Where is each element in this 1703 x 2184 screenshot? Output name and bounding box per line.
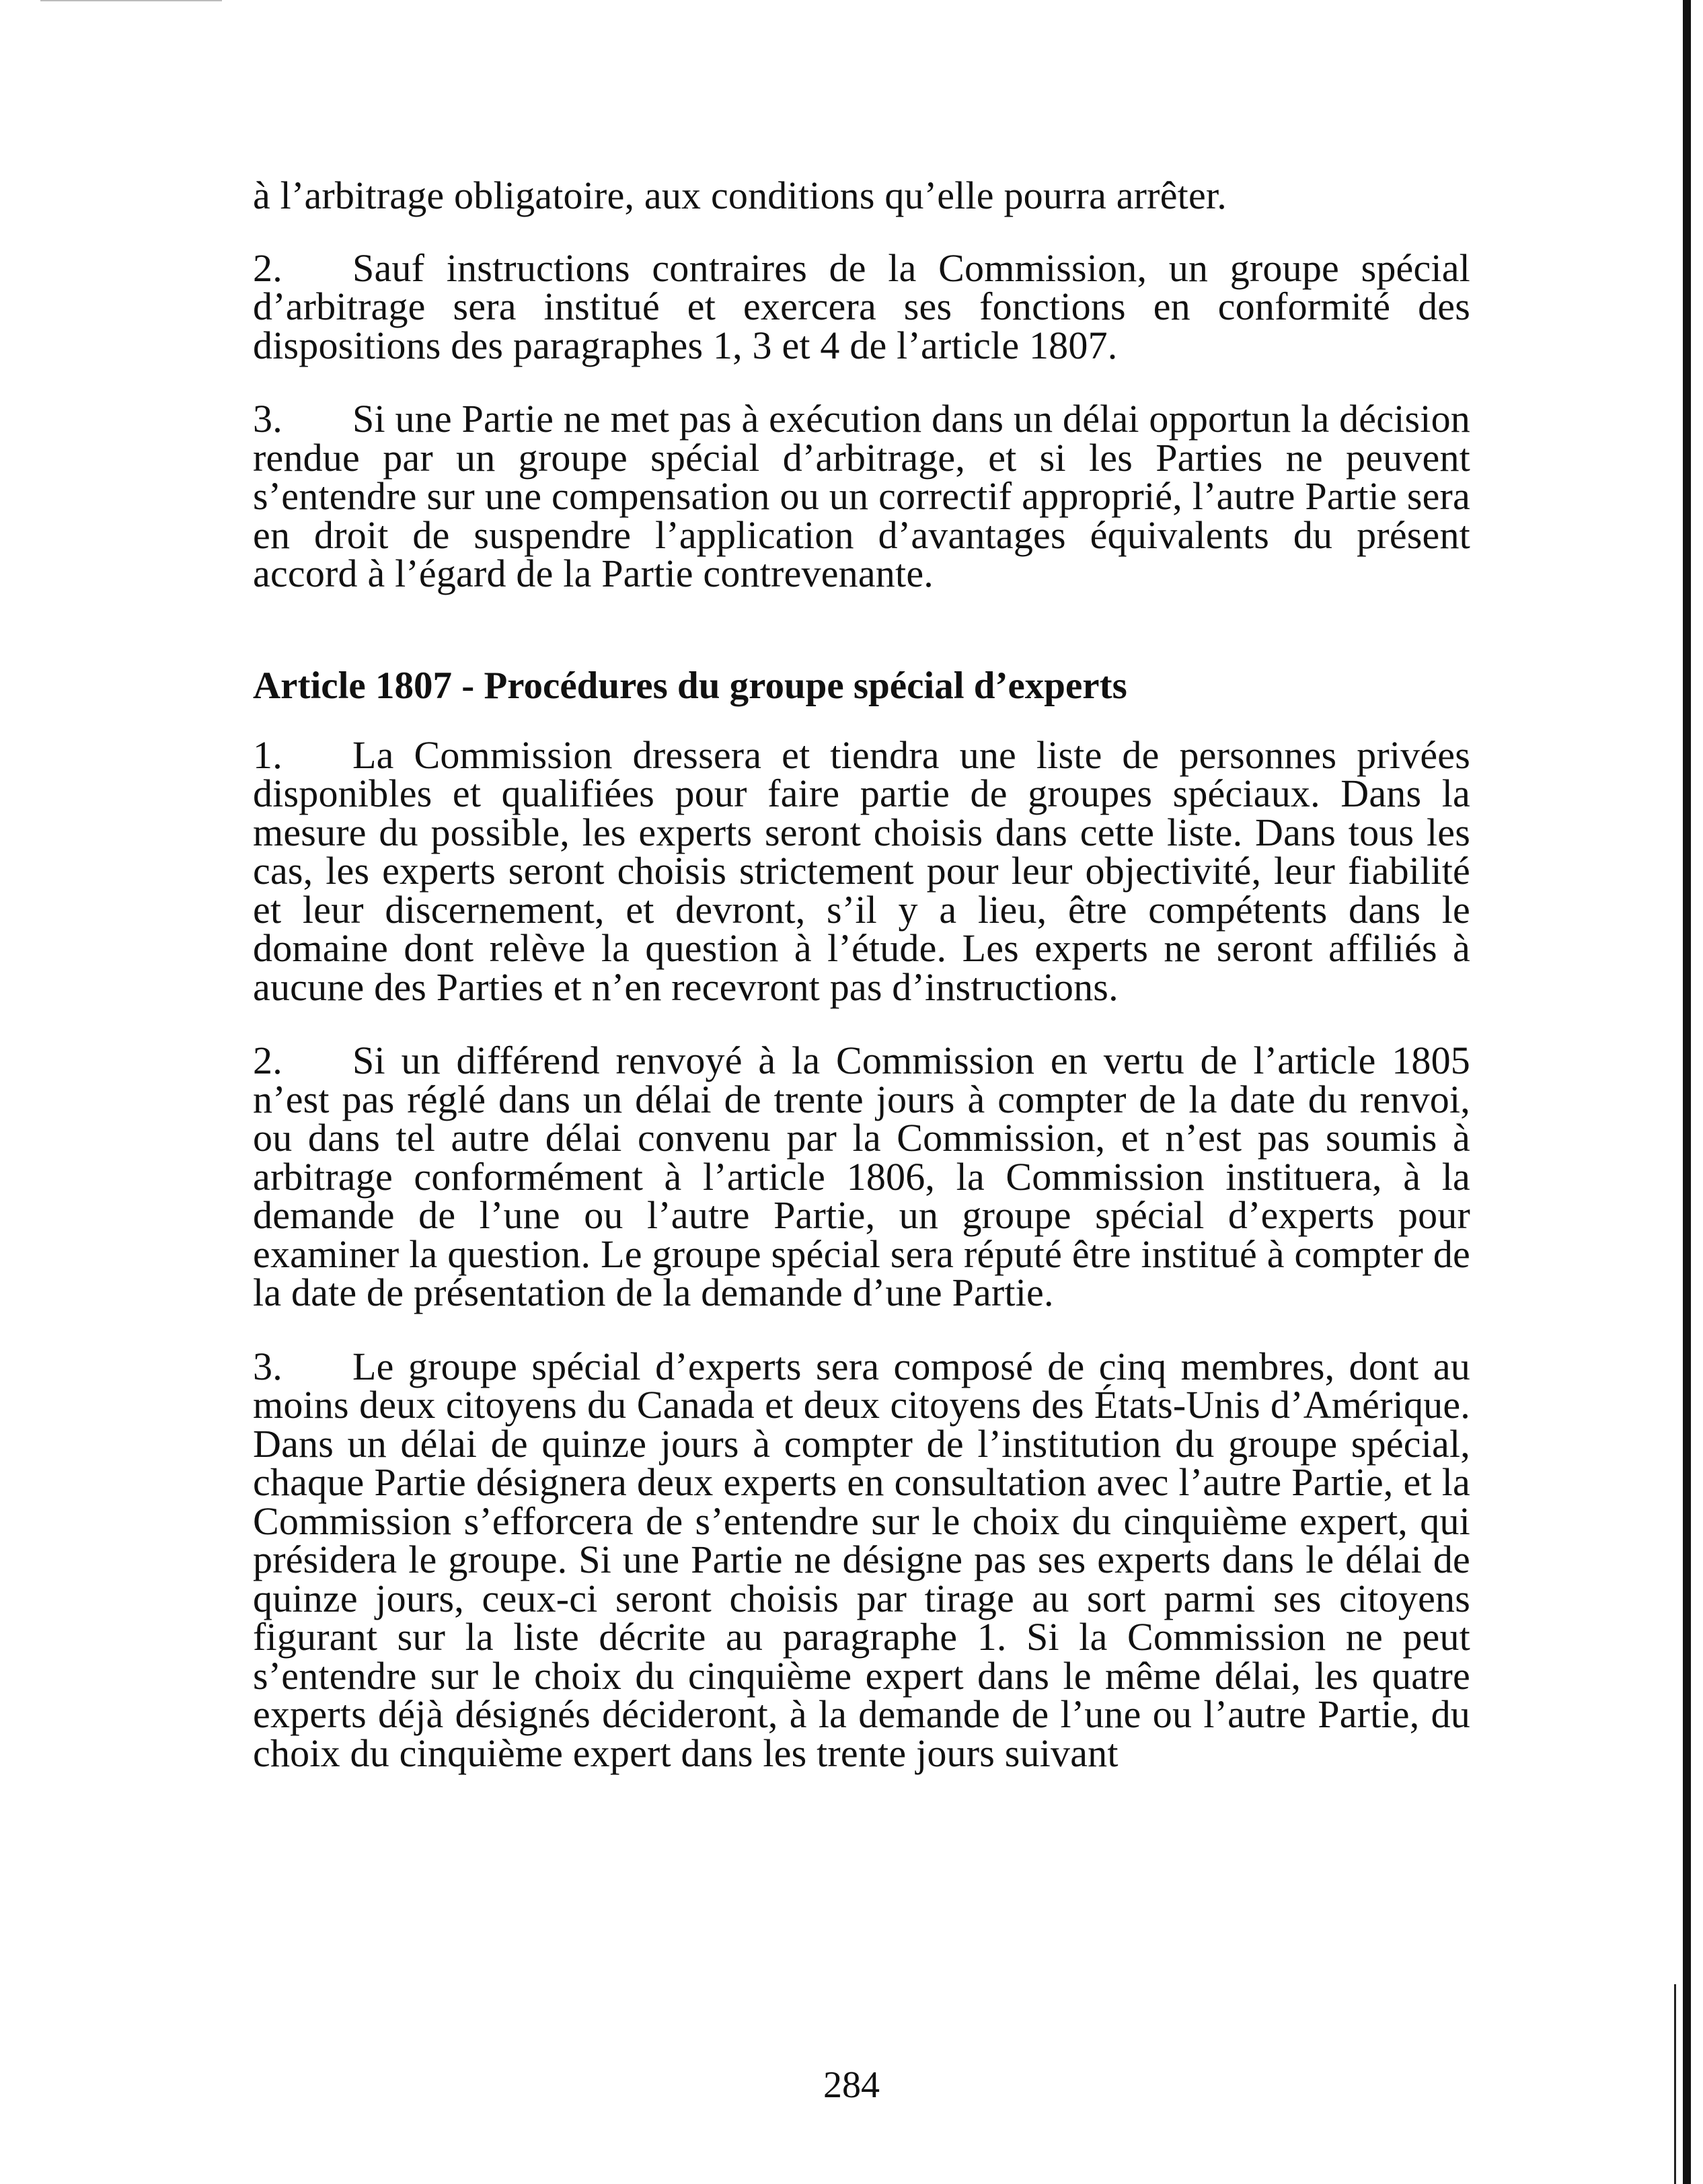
- scan-artifact-top: [40, 0, 222, 1]
- paragraph-number: 1.: [253, 732, 282, 777]
- article-heading: Article 1807 - Procédures du groupe spécial d’experts: [253, 664, 1127, 707]
- paragraph-number: 3.: [253, 1344, 282, 1388]
- continuation-paragraph: à l’arbitrage obligatoire, aux conditions qu’elle pourra arrêter.: [253, 174, 1227, 217]
- article-1807-paragraph-3: [253, 1344, 1470, 1775]
- paragraph-text: Le groupe spécial d’experts sera composé de cinq membres, dont au moins deux citoyens du Canada et deux citoyens des États-Unis d’Amérique. Dans un délai de quinze jours à compter de l’institution du groupe spécial, chaque Partie désignera deux experts en consultation avec l’autre Partie, et la Commission s’efforcera de s’entendre sur le choix du cinquième expert, qui présidera le groupe. Si une Partie ne désigne pas ses experts dans le délai de quinze jours, ceux-ci seront choisis par tirage au sort parmi ses citoyens figurant sur la liste décrite au paragraphe 1. Si la Commission ne peut s’entendre sur le choix du cinquième expert dans le même délai, les quatre experts déjà désignés décideront, à la demande de l’une ou l’autre Partie, du choix du cinquième expert dans les trente jours suivant: [253, 1344, 1470, 1775]
- page-content: [253, 174, 1470, 1775]
- paragraph-text: La Commission dressera et tiendra une liste de personnes privées disponibles et qualifiées pour faire partie de groupes spéciaux. Dans la mesure du possible, les experts seront choisis dans cette liste. Dans tous les cas, les experts seront choisis strictement pour leur objectivité, leur fiabilité et leur discernement, et devront, s’il y a lieu, être compétents dans le domaine dont relève la question à l’étude. Les experts ne seront affiliés à aucune des Parties et n’en recevront pas d’instructions.: [253, 732, 1470, 1009]
- article-1807-paragraph-1: [253, 732, 1470, 1009]
- scan-edge-border: [1683, 0, 1691, 2184]
- article-1806-paragraph-2: [253, 246, 1470, 367]
- article-1807-paragraph-2: [253, 1041, 1470, 1312]
- paragraph-text: Si un différend renvoyé à la Commission en vertu de l’article 1805 n’est pas réglé dans un délai de trente jours à compter de la date du renvoi, ou dans tel autre délai convenu par la Commission, et n’est pas soumis à arbitrage conformément à l’article 1806, la Commission instituera, à la demande de l’une ou l’autre Partie, un groupe spécial d’experts pour examiner la question. Le groupe spécial sera réputé être institué à compter de la date de présentation de la demande d’une Partie.: [253, 1039, 1470, 1314]
- paragraph-text: Sauf instructions contraires de la Commission, un groupe spécial d’arbitrage sera institué et exercera ses fonctions en conformité des dispositions des paragraphes 1, 3 et 4 de l’article 1807.: [253, 246, 1470, 367]
- page-number: 284: [823, 2064, 880, 2106]
- paragraph-number: 2.: [253, 246, 282, 290]
- paragraph-text: Si une Partie ne met pas à exécution dans un délai opportun la décision rendue par un groupe spécial d’arbitrage, et si les Parties ne peuvent s’entendre sur une compensation ou un correctif approprié, l’autre Partie sera en droit de suspendre l’application d’avantages équivalents du présent accord à l’égard de la Partie contrevenante.: [253, 397, 1470, 595]
- article-1806-paragraph-3: [253, 397, 1470, 595]
- paragraph-number: 3.: [253, 397, 282, 441]
- paragraph-number: 2.: [253, 1039, 282, 1082]
